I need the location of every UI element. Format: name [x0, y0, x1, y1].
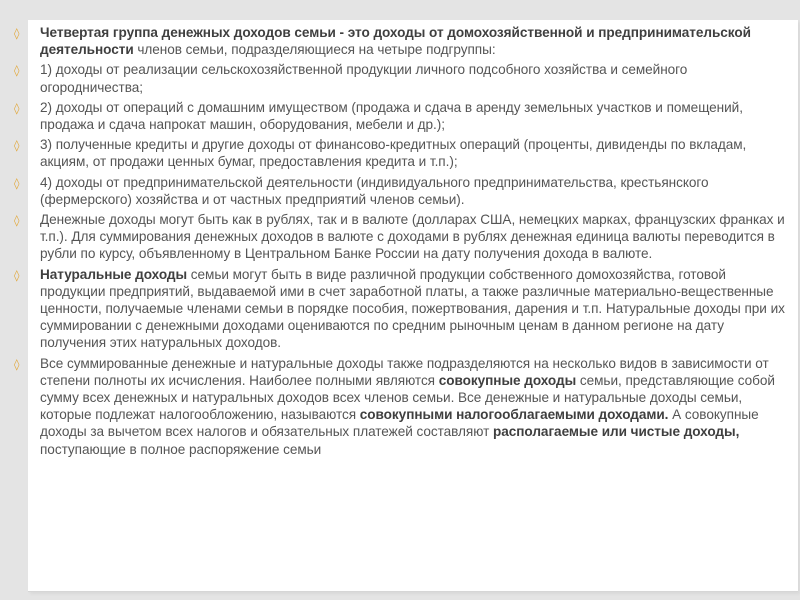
item-bold-text: Четвертая группа денежных доходов семьи - это доходы от домохозяйственной и предпринимательской деятельности	[40, 25, 751, 58]
list-item-subgroup-3	[14, 136, 790, 170]
item-text: членов семьи, подразделяющиеся на четыре подгруппы:	[133, 42, 496, 58]
list-item-currency	[14, 211, 790, 263]
diamond-bullet-icon: ◊	[14, 176, 20, 190]
item-text: 1) доходы от реализации сельскохозяйственной продукции личного подсобного хозяйства и семейного огородничества;	[40, 62, 688, 95]
item-bold-text: Натуральные доходы	[40, 266, 188, 282]
item-bold-text: совокупными налогооблагаемыми доходами.	[359, 407, 669, 423]
bullet-list	[14, 24, 790, 461]
list-item-subgroup-1	[14, 61, 790, 95]
list-item-group-four	[14, 24, 790, 58]
diamond-bullet-icon: ◊	[14, 214, 20, 228]
diamond-bullet-icon: ◊	[14, 64, 20, 78]
item-text: семьи, представляющие собой сумму всех денежных и натуральных доходов всех членов семьи. Все денежные и натуральные доходы семьи, которые подлежат налогообложению, называются	[40, 372, 775, 423]
item-text: 2) доходы от операций с домашним имуществом (продажа и сдача в аренду земельных участков и помещений, продажа и сдача напрокат машин, оборудования, мебели и др.);	[40, 99, 743, 133]
diamond-bullet-icon: ◊	[14, 268, 20, 282]
item-bold-text: располагаемые или чистые доходы,	[493, 424, 740, 440]
item-text: 4) доходы от предпринимательской деятельности (индивидуального предпринимательства, крестьянского (фермерского) хозяйства и от частных предприятий членов семьи).	[40, 174, 709, 207]
item-text: 3) полученные кредиты и другие доходы от финансово-кредитных операций (проценты, дивиденды по вкладам, акциям, от продажи ценных бумаг, предоставления кредита и т.п.);	[40, 137, 747, 170]
item-bold-text: совокупные доходы	[438, 372, 577, 388]
list-item-subgroup-2	[14, 99, 790, 133]
item-text: поступающие в полное распоряжение семьи	[40, 441, 322, 457]
item-text: А совокупные доходы за вычетом всех налогов и обязательных платежей составляют	[40, 407, 759, 440]
diamond-bullet-icon: ◊	[14, 27, 20, 40]
list-item-natural-income	[14, 266, 790, 352]
item-text: Все суммированные денежные и натуральные доходы также подразделяются на несколько видов в зависимости от степени полноты их исчисления. Наиболее полными являются	[40, 355, 769, 388]
list-item-summed-income	[14, 355, 790, 458]
list-item-subgroup-4	[14, 174, 790, 208]
diamond-bullet-icon: ◊	[14, 357, 20, 371]
item-text: семьи могут быть в виде различной продукции собственного домохозяйства, готовой продукции предприятий, выдаваемой ими в счет заработной платы, а также различные материально-вещественные ценности, получаемые членами семьи в порядке пособия, пожертвования, дарения и т.п. Натуральные доходы при их суммировании с денежными доходами оцениваются по средним рыночным ценам в данном регионе на дату получения этих натуральных доходов.	[40, 266, 785, 351]
diamond-bullet-icon: ◊	[14, 101, 20, 115]
bottom-divider	[28, 591, 798, 592]
item-text: Денежные доходы могут быть как в рублях, так и в валюте (долларах США, немецких марках, французских франках и т.п.). Для суммирования денежных доходов в валюте с доходами в рублях денежная единица валюты переводится в рубли по курсу, объявленному в Центральном Банке России на дату получения дохода в валюте.	[40, 212, 785, 262]
diamond-bullet-icon: ◊	[14, 139, 20, 153]
